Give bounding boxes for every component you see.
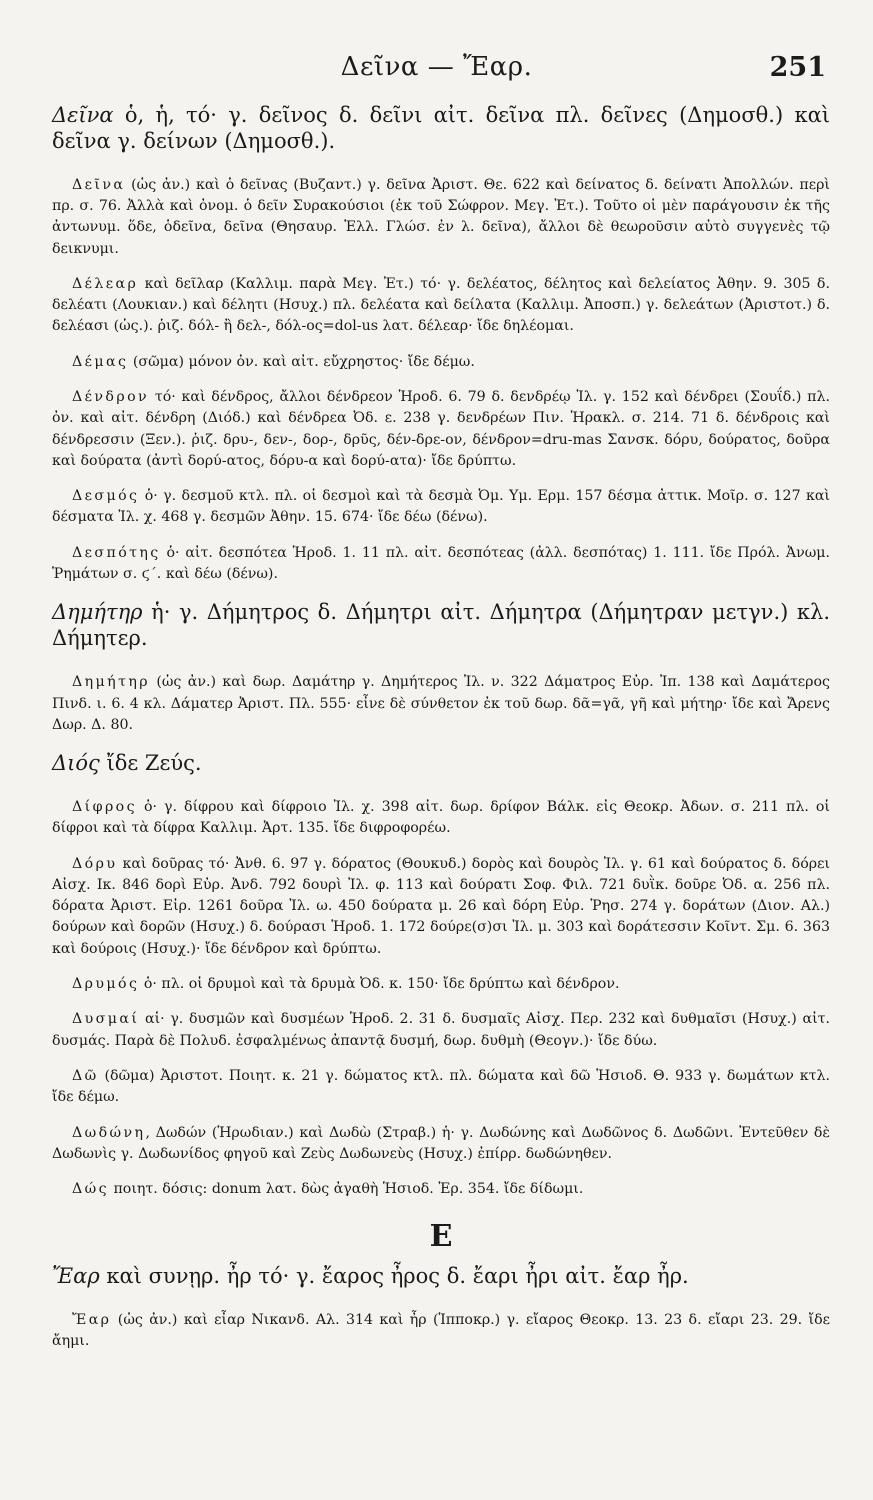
entries-delta (52, 102, 830, 1200)
sub-entry (52, 974, 830, 995)
sub-entry (52, 1009, 830, 1051)
dictionary-body (52, 100, 830, 1366)
running-header (0, 52, 873, 92)
entry-text: ποιητ. δόσις: donum λατ. δὼς ἀγαθὴ Ἡσιοδ. Ἐρ. 354. ἴδε δίδωμι. (108, 1181, 584, 1198)
entry-headword: Δέμας (72, 353, 129, 370)
entry-text: τό· καὶ δένδρος, ἄλλοι δένδρεον Ἡροδ. 6. 79 δ. δενδρέῳ Ἰλ. γ. 152 καὶ δένδρει (Σουΐδ.) πλ. ὀν. καὶ αἰτ. δένδρη (Διόδ.) καὶ δένδρεα Ὀδ. ε. 238 γ. δενδρέων Πιν. Ἡρακλ. σ. 214. 71 δ. δένδροις καὶ δένδρεσσιν (Ξεν.). ῥιζ. δρυ-, δεν-, δορ-, δρῦς, δέν-δρε-ον, δένδρον=dru-mas Σανσκ. δόρυ, δούρατος, δοῦρα καὶ δούρατα (ἀντὶ δορύ-ατος, δόρυ-α καὶ δορύ-ατα)· ἴδε δρύπτω. (52, 389, 830, 469)
entry-headword: Δεσμός (72, 488, 140, 505)
section-letter: Ε (429, 1218, 453, 1254)
entry-headword: Ἔαρ (72, 1311, 112, 1328)
entry-text: (ὡς ἀν.) καὶ δωρ. Δαμάτηρ γ. Δημήτερος Ἰλ. ν. 322 Δάματρος Εὐρ. Ἰπ. 138 καὶ Δαμάτερος Πινδ. ι. 6. 4 κλ. Δάματερ Ἀριστ. Πλ. 555· εἶνε δὲ σύνθετον ἐκ τοῦ δωρ. δᾶ=γᾶ, γῆ καὶ μήτηρ· ἴδε καὶ Ἄρενς Δωρ. Δ. 80. (52, 674, 830, 733)
entry-headword: Δίφρος (72, 799, 137, 816)
entry-headword: Δεῖνα (52, 103, 114, 127)
main-entry (52, 102, 830, 154)
entry-text: (ὡς ἀν.) καὶ ὁ δεῖνας (Βυζαντ.) γ. δεῖνα Ἀριστ. Θε. 622 καὶ δείνατος δ. δείνατι Ἀπολλών. περὶ πρ. σ. 76. Ἀλλὰ καὶ ὀνομ. ὁ δεῖν Συρακούσιοι (ἐκ τοῦ Σώφρον. Μεγ. Ἐτ.). Τοῦτο οἱ μὲν παράγουσιν ἐκ τῆς ἀντωνυμ. ὅδε, ὁδεῖνα, δεῖνα (Θησαυρ. Ἑλλ. Γλώσ. ἐν λ. δεῖνα), ἄλλοι δὲ θεωροῦσιν αὐτὸ συγγενὲς τῷ δεικνυμι. (52, 177, 830, 257)
sub-entry (52, 1179, 830, 1200)
page-number: 251 (769, 52, 826, 83)
sub-entry (52, 387, 830, 472)
main-entry (52, 750, 830, 776)
entry-text: ὁ· αἰτ. δεσπότεα Ἡροδ. 1. 11 πλ. αἰτ. δεσπότεας (ἀλλ. δεσπότας) 1. 111. ἴδε Πρόλ. Ἀνωμ. Ῥημάτων σ. ϛ΄. καὶ δέω (δένω). (52, 544, 830, 582)
entry-headword: Διός (52, 751, 100, 776)
entry-text: (σῶμα) μόνον ὀν. καὶ αἰτ. εὔχρηστος· ἴδε δέμω. (128, 353, 475, 370)
sub-entry (52, 1310, 830, 1352)
sub-entry (52, 175, 830, 260)
sub-entry (52, 352, 830, 373)
entry-headword: Δῶ (72, 1067, 99, 1084)
sub-entry (52, 854, 830, 960)
sub-entry (52, 797, 830, 839)
entry-text: αἱ· γ. δυσμῶν καὶ δυσμέων Ἡροδ. 2. 31 δ. δυσμαῖς Αἰσχ. Περ. 232 καὶ δυθμαῖσι (Ησυχ.) αἰτ. δυσμάς. Παρὰ δὲ Πολυδ. ἐσφαλμένως ἀπαντᾷ δυσμή, δωρ. δυθμὴ (Θεογν.)· ἴδε δύω. (52, 1011, 830, 1049)
entry-text: ὁ, ἡ, τό· γ. δεῖνος δ. δεῖνι αἰτ. δεῖνα πλ. δεῖνες (Δημοσθ.) καὶ δεῖνα γ. δείνων (Δημοσθ.). (52, 103, 830, 153)
entry-text: ἴδε Ζεύς. (99, 751, 202, 776)
entry-headword: Ἔαρ (52, 1263, 100, 1288)
sub-entry (52, 543, 830, 585)
entry-text: καὶ δοῦρας τό· Ἀνθ. 6. 97 γ. δόρατος (Θουκυδ.) δορὸς καὶ δουρὸς Ἰλ. γ. 61 καὶ δούρατος δ. δόρει Αἰσχ. Ικ. 846 δορὶ Εὐρ. Ἀνδ. 792 δουρὶ Ἰλ. φ. 113 καὶ δούρατι Σοφ. Φιλ. 721 δυῒκ. δοῦρε Ὀδ. α. 256 πλ. δόρατα Ἀριστ. Εἰρ. 1261 δοῦρα Ἰλ. ω. 450 δούρατα μ. 26 καὶ δόρη Εὐρ. Ῥησ. 274 γ. δοράτων (Διον. Αλ.) δούρων καὶ δορῶν (Ησυχ.) δ. δούρασι Ἡροδ. 1. 172 δούρε(σ)σι Ἰλ. μ. 303 καὶ δοράτεσσιν Κοῖντ. Σμ. 6. 363 καὶ δούροις (Ησυχ.)· ἴδε δένδρον καὶ δρύπτω. (52, 855, 830, 957)
sub-entry (52, 1066, 830, 1108)
entry-headword: Δυσμαί (72, 1011, 140, 1028)
entry-headword: Δόρυ (72, 855, 118, 872)
main-entry (52, 599, 830, 651)
entry-text: ἡ· γ. Δήμητρος δ. Δήμητρι αἰτ. Δήμητρα (Δήμητραν μετγν.) κλ. Δήμητερ. (52, 600, 830, 651)
sub-entry (52, 1123, 830, 1165)
entry-headword: Δέλεαρ (72, 276, 139, 292)
sub-entry (52, 672, 830, 736)
entry-text: καὶ συνῃρ. ἦρ τό· γ. ἔαρος ἦρος δ. ἔαρι ἦρι αἰτ. ἔαρ ἦρ. (99, 1263, 689, 1288)
running-title: Δεῖνα — Ἔαρ. (340, 52, 533, 82)
sub-entry (52, 486, 830, 528)
entry-headword: Δημήτηρ (52, 600, 143, 625)
entry-text: (δῶμα) Ἀριστοτ. Ποιητ. κ. 21 γ. δώματος κτλ. πλ. δώματα καὶ δῶ Ἡσιοδ. Θ. 933 γ. δωμάτων κτλ. ἴδε δέμω. (52, 1067, 830, 1106)
entry-text: καὶ δεῖλαρ (Καλλιμ. παρὰ Μεγ. Ἐτ.) τό· γ. δελέατος, δέλητος καὶ δελείατος Ἀθην. 9. 305 δ. δελέατι (Λουκιαν.) καὶ δέλητι (Ησυχ.) πλ. δελέατα καὶ δείλατα (Καλλιμ. Ἀποσπ.) γ. δελεάτων (Ἀριστοτ.) δ. δελέασι (ὡς.). ῥιζ. δόλ- ἢ δελ-, δόλ-ος=dol-us λατ. δέλεαρ· ἴδε δηλέομαι. (52, 276, 830, 335)
entry-headword: Δωδώνη (72, 1124, 146, 1141)
entry-headword: Δεσπότης (72, 544, 161, 561)
entry-headword: Δεῖνα (72, 177, 126, 193)
entry-headword: Δένδρον (72, 389, 150, 406)
sub-entry (52, 274, 830, 338)
entries-epsilon (52, 1263, 830, 1352)
entry-headword: Δρυμός (72, 975, 140, 992)
entry-text: ὁ· γ. δίφρου καὶ δίφροιο Ἰλ. χ. 398 αἰτ. δωρ. δρίφον Βάλκ. εἰς Θεοκρ. Ἀδων. σ. 211 πλ. οἱ δίφροι καὶ τὰ δίφρα Καλλιμ. Ἀρτ. 135. ἴδε διφροφορέω. (52, 799, 830, 837)
entry-headword: Δημήτηρ (72, 674, 150, 691)
entry-text: ὁ· γ. δεσμοῦ κτλ. πλ. οἱ δεσμοὶ καὶ τὰ δεσμὰ Ὀμ. Υμ. Ερμ. 157 δέσμα ἀττικ. Μοῖρ. σ. 127 καὶ δέσματα Ἰλ. χ. 468 γ. δεσμῶν Ἀθην. 15. 674· ἴδε δέω (δένω). (52, 488, 830, 526)
main-entry (52, 1263, 830, 1289)
entry-text: (ὡς ἀν.) καὶ εἶαρ Νικανδ. Αλ. 314 καὶ ἦρ (Ἱπποκρ.) γ. εἴαρος Θεοκρ. 13. 23 δ. εἴαρι 23. 29. ἴδε ἄημι. (52, 1311, 830, 1349)
entry-text: ὁ· πλ. οἱ δρυμοὶ καὶ τὰ δρυμὰ Ὀδ. κ. 150· ἴδε δρύπτω καὶ δένδρον. (139, 975, 620, 992)
entry-headword: Δώς (72, 1181, 109, 1198)
entry-text: , Δωδών (Ἡρωδιαν.) καὶ Δωδὼ (Στραβ.) ἡ· γ. Δωδώνης καὶ Δωδῶνος δ. Δωδῶνι. Ἐντεῦθεν δὲ Δωδωνὶς γ. Δωδωνίδος φηγοῦ καὶ Ζεὺς Δωδωνεὺς (Ησυχ.) ἐπίρρ. δωδώνηθεν. (52, 1124, 830, 1162)
